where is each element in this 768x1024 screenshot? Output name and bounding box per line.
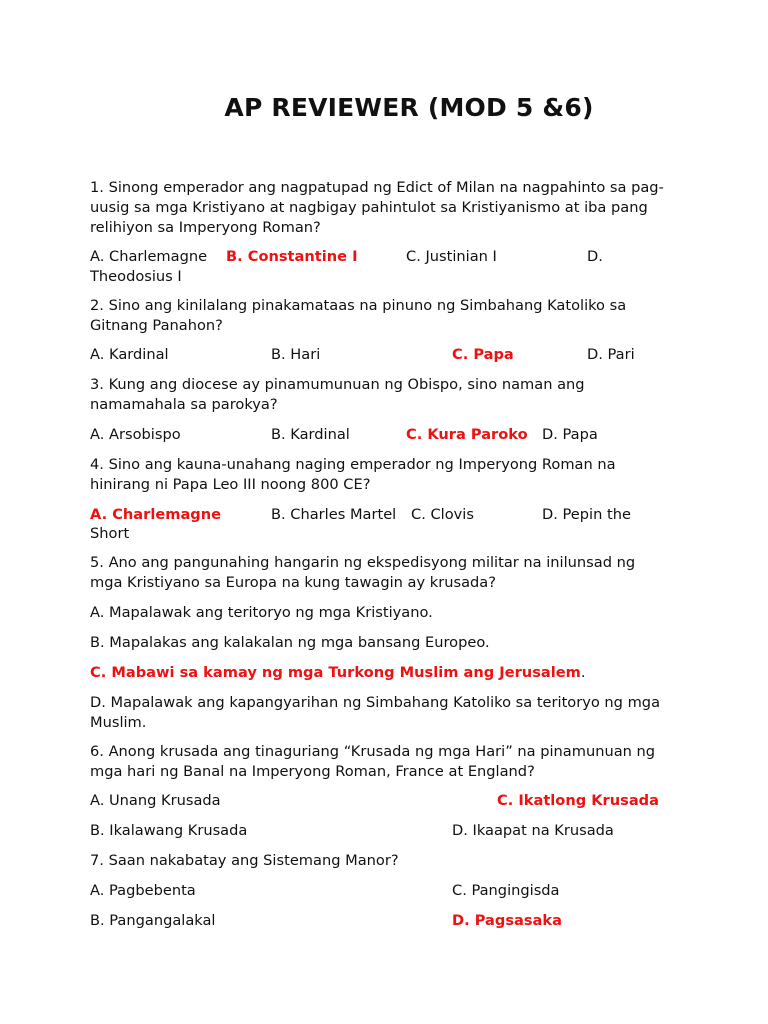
question-2: 2. Sino ang kinilalang pinakamataas na pinuno ng Simbahang Katoliko sa Gitnang Panahon?	[90, 297, 627, 334]
q7-option-a: A. Pagbebenta	[90, 882, 196, 899]
q7-option-d-correct: D. Pagsasaka	[452, 912, 562, 929]
q2-option-d: D. Pari	[587, 346, 635, 363]
q2-option-c-correct: C. Papa	[452, 346, 514, 363]
q1-option-b-correct: B. Constantine I	[226, 248, 358, 265]
page-title: AP REVIEWER (MOD 5 &6)	[224, 93, 594, 122]
q6-option-c-correct: C. Ikatlong Krusada	[497, 792, 659, 809]
q3-option-a: A. Arsobispo	[90, 426, 181, 443]
q4-option-d: D. Pepin the	[542, 506, 631, 523]
question-3-options	[90, 425, 730, 445]
q1-option-d-cont: Theodosius I	[90, 268, 182, 285]
q1-option-a: A. Charlemagne	[90, 248, 208, 265]
question-1-options	[90, 247, 730, 267]
question-6-options-row1	[90, 791, 730, 811]
q5-option-c-line	[90, 663, 730, 683]
question-1-options-cont	[90, 267, 730, 287]
question-7-options-row1	[90, 881, 730, 901]
q4-option-d-cont: Short	[90, 525, 130, 542]
q3-option-c-correct: C. Kura Paroko	[406, 426, 528, 443]
question-4: 4. Sino ang kauna-unahang naging emperador ng Imperyong Roman na hinirang ni Papa Leo III noong 800 CE?	[90, 456, 616, 493]
question-4-options	[90, 505, 730, 525]
q5-option-d: D. Mapalawak ang kapangyarihan ng Simbahang Katoliko sa teritoryo ng mga Muslim.	[90, 694, 661, 731]
q1-option-d: D.	[587, 248, 603, 265]
q7-option-c: C. Pangingisda	[452, 882, 560, 899]
question-2-options	[90, 345, 730, 365]
q5-option-b: B. Mapalakas ang kalakalan ng mga bansang Europeo.	[90, 634, 490, 651]
q6-option-a: A. Unang Krusada	[90, 792, 221, 809]
q4-option-c: C. Clovis	[411, 506, 474, 523]
q5-option-c-period: .	[580, 664, 586, 681]
q4-option-b: B. Charles Martel	[271, 506, 397, 523]
question-7: 7. Saan nakabatay ang Sistemang Manor?	[90, 852, 399, 869]
q3-option-d: D. Papa	[542, 426, 598, 443]
question-3: 3. Kung ang diocese ay pinamumunuan ng Obispo, sino naman ang namamahala sa parokya?	[90, 376, 585, 413]
question-5: 5. Ano ang pangunahing hangarin ng ekspedisyong militar na inilunsad ng mga Kristiyano sa Europa na kung tawagin ay krusada?	[90, 554, 636, 591]
q3-option-b: B. Kardinal	[271, 426, 350, 443]
question-6-options-row2	[90, 821, 730, 841]
question-4-options-cont	[90, 524, 730, 544]
q7-option-b: B. Pangangalakal	[90, 912, 216, 929]
question-6: 6. Anong krusada ang tinaguriang “Krusada ng mga Hari” na pinamunuan ng mga hari ng Banal na Imperyong Roman, France at England?	[90, 743, 656, 780]
q1-option-c: C. Justinian I	[406, 248, 497, 265]
q2-option-b: B. Hari	[271, 346, 321, 363]
q6-option-d: D. Ikaapat na Krusada	[452, 822, 614, 839]
question-1: 1. Sinong emperador ang nagpatupad ng Edict of Milan na nagpahinto sa pag-uusig sa mga Kristiyano at nagbigay pahintulot sa Kristiyanismo at iba pang relihiyon sa Imperyong Roman?	[90, 179, 664, 236]
q5-option-a: A. Mapalawak ang teritoryo ng mga Kristiyano.	[90, 604, 433, 621]
q6-option-b: B. Ikalawang Krusada	[90, 822, 248, 839]
q4-option-a-correct: A. Charlemagne	[90, 506, 222, 523]
q5-option-c-correct: C. Mabawi sa kamay ng mga Turkong Muslim ang Jerusalem	[90, 664, 581, 681]
q2-option-a: A. Kardinal	[90, 346, 169, 363]
question-7-options-row2	[90, 911, 730, 931]
